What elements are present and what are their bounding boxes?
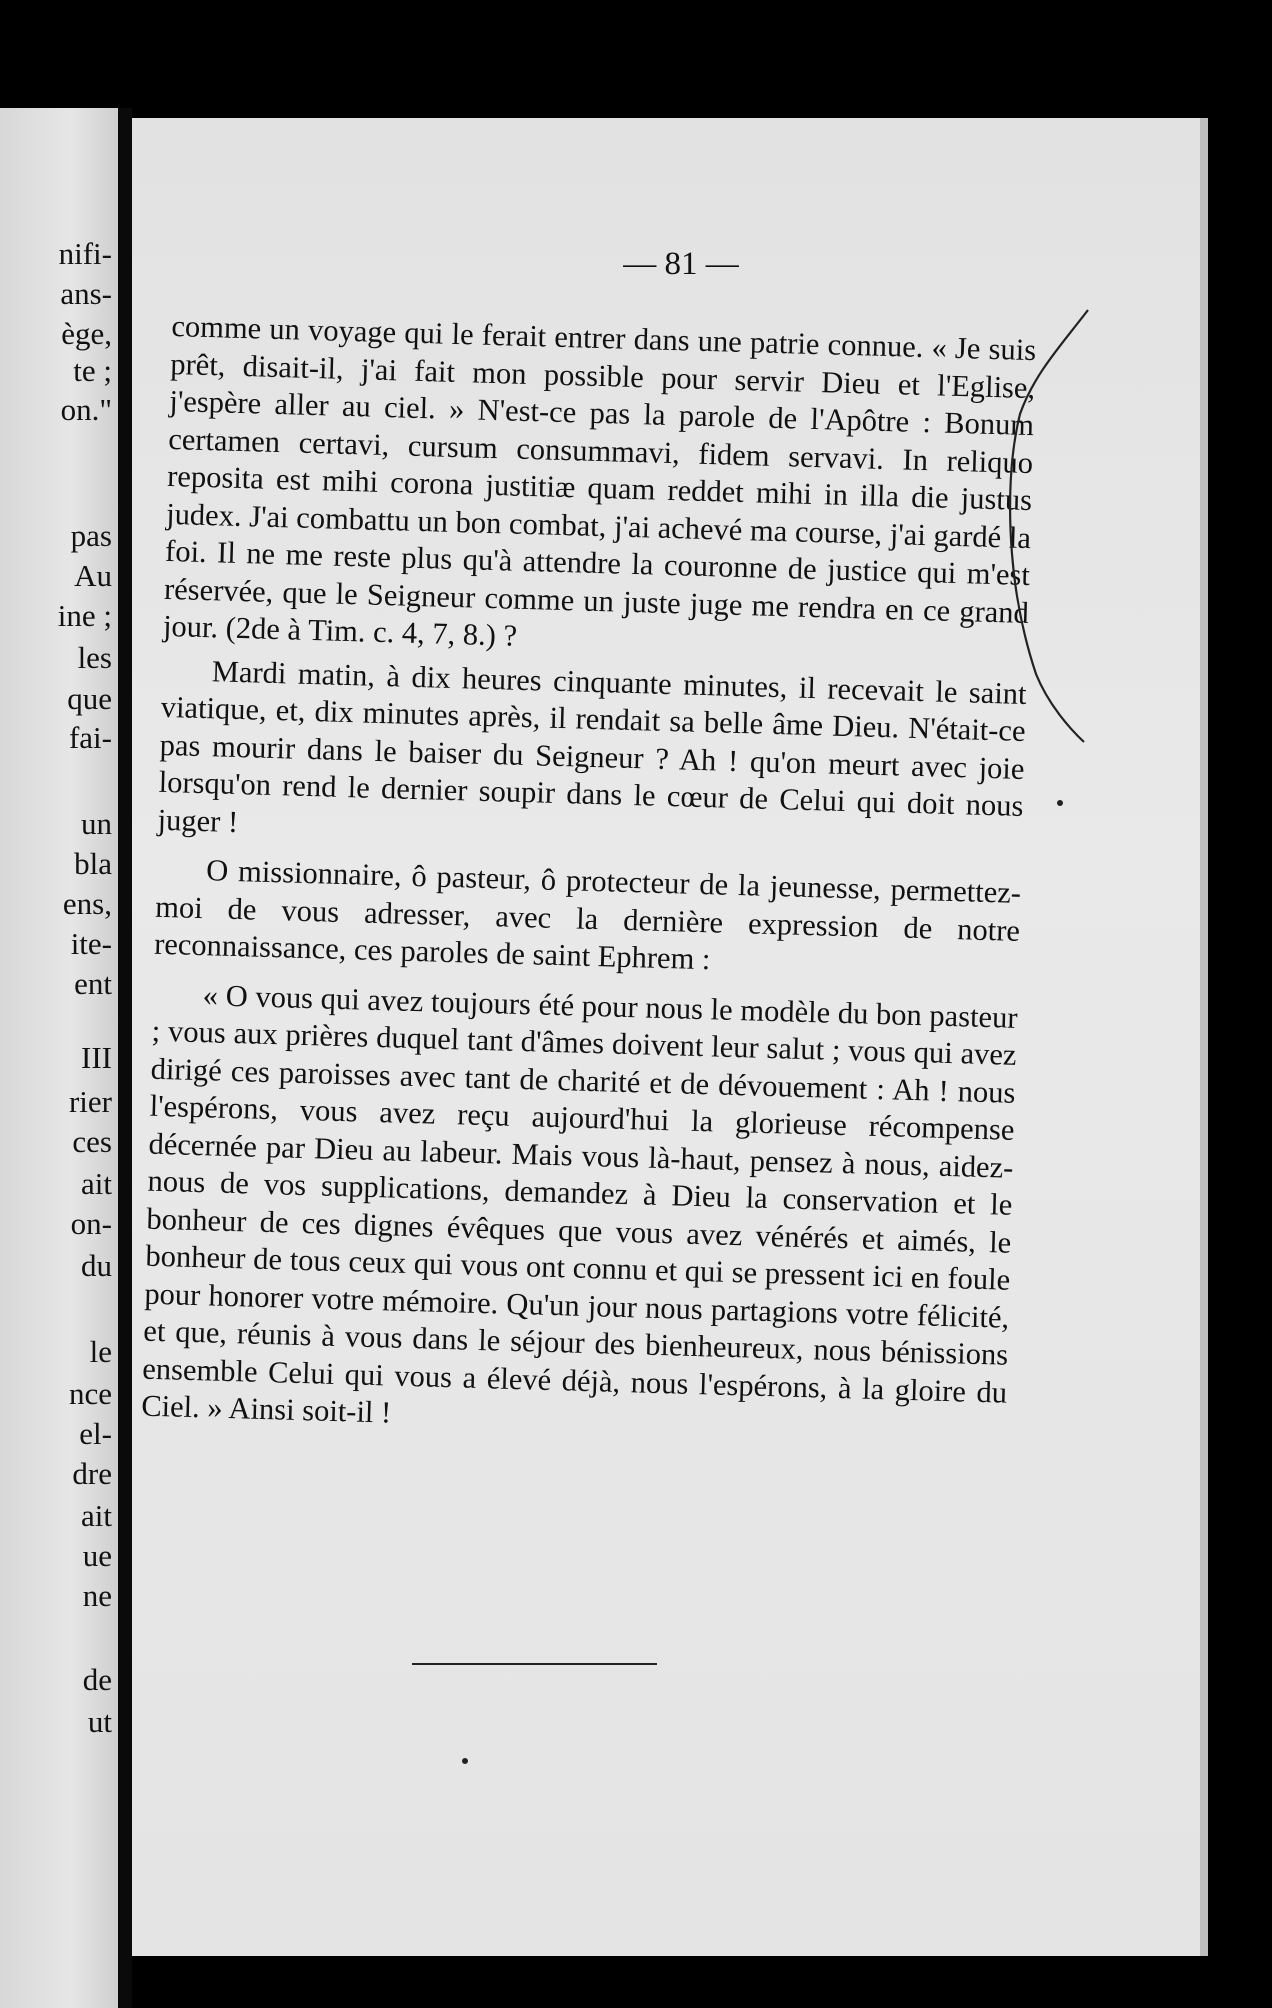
- end-rule: [412, 1663, 657, 1665]
- left-fragment: que: [67, 681, 112, 716]
- left-fragment: III: [81, 1040, 112, 1075]
- left-fragment: les: [77, 640, 112, 675]
- paragraph: comme un voyage qui le ferait entrer dans une patrie connue. « Je suis prêt, disait-il, j'ai fait mon possible pour servir Dieu et l'Eglise, j'espère aller au ciel. » N'est-ce pas la parole de l'Apôtre : Bonum certamen certavi, cursum consummavi, fidem servavi. In reliquo reposita est mihi corona justitiæ quam reddet mihi in illa die justus judex. J'ai combattu un bon combat, j'ai achevé ma course, j'ai gardé la foi. Il ne me reste plus qu'à attendre la couronne de justice qui m'est réservée, que le Seigneur comme un juste juge me rendra en ce grand jour. (2de à Tim. c. 4, 7, 8.) ?: [162, 308, 1037, 653]
- page-number: — 81 —: [623, 246, 739, 282]
- ink-speck: [1057, 800, 1063, 806]
- left-fragment: rier: [68, 1084, 112, 1119]
- left-fragment: Au: [74, 558, 112, 593]
- left-fragment: pas: [70, 518, 112, 553]
- left-fragment: ite-: [70, 926, 112, 961]
- book-gutter: [118, 108, 132, 2008]
- left-fragment: ces: [72, 1124, 112, 1159]
- paragraph: O missionnaire, ô pasteur, ô protecteur de la jeunesse, permettez-moi de vous adresser, avec la dernière expression de notre reconnaissance, ces paroles de saint Ephrem :: [153, 853, 1022, 977]
- ink-speck: [462, 1758, 468, 1764]
- left-fragment: ens,: [62, 886, 112, 921]
- paragraph: Mardi matin, à dix heures cinquante minutes, il recevait le saint viatique, et, dix minutes après, il rendait sa belle âme Dieu. N'était-ce pas mourir dans le baiser du Seigneur ? Ah ! qu'on meurt avec joie lorsqu'on rend le dernier soupir dans le cœur de Celui qui doit nous juger !: [157, 653, 1028, 839]
- left-fragment: ait: [81, 1498, 112, 1533]
- page-body: [141, 308, 1037, 1449]
- left-fragment: ège,: [61, 316, 112, 351]
- left-fragment: ut: [87, 1704, 112, 1739]
- left-fragment: on.": [60, 392, 112, 427]
- right-page: [132, 118, 1208, 1956]
- left-fragment: nce: [68, 1376, 112, 1411]
- left-page-fragment: [0, 108, 118, 2008]
- left-fragment: dre: [72, 1456, 112, 1491]
- left-fragment: un: [81, 806, 112, 841]
- left-fragment: le: [89, 1334, 112, 1369]
- left-fragment: on-: [70, 1206, 112, 1241]
- left-fragment: de: [82, 1662, 112, 1697]
- left-fragment: fai-: [68, 720, 112, 755]
- left-fragment: du: [81, 1248, 112, 1283]
- left-fragment: ans-: [60, 276, 112, 311]
- left-fragment: bla: [74, 846, 112, 881]
- left-fragment: nifi-: [58, 236, 112, 271]
- left-fragment: el-: [79, 1416, 112, 1451]
- left-fragment: ne: [82, 1578, 112, 1613]
- paragraph: « O vous qui avez toujours été pour nous le modèle du bon pasteur ; vous aux prières duquel tant d'âmes doivent leur salut ; vous qui avez dirigé ces paroisses avec tant de charité et de dévouement : Ah ! nous l'espérons, vous avez reçu aujourd'hui la glorieuse récompense décernée par Dieu au labeur. Mais vous là-haut, pensez à nous, aidez-nous de vos supplications, demandez à Dieu la conservation et le bonheur de ces dignes évêques que vous avez vénérés et aimés, le bonheur de tous ceux qui vous ont connu et qui se pressent ici en foule pour honorer votre mémoire. Qu'un jour nous partagions votre félicité, et que, réunis à vous dans le séjour des bienheureux, nous bénissions ensemble Celui qui vous a élevé déjà, nous l'espérons, à la gloire du Ciel. » Ainsi soit-il !: [140, 977, 1018, 1430]
- handwritten-margin-bracket: [992, 304, 1092, 744]
- left-fragment: ent: [74, 966, 112, 1001]
- left-fragment: te ;: [73, 353, 112, 388]
- left-fragment: ine ;: [57, 598, 112, 633]
- left-fragment: ait: [81, 1166, 112, 1201]
- left-fragment: ue: [82, 1538, 112, 1573]
